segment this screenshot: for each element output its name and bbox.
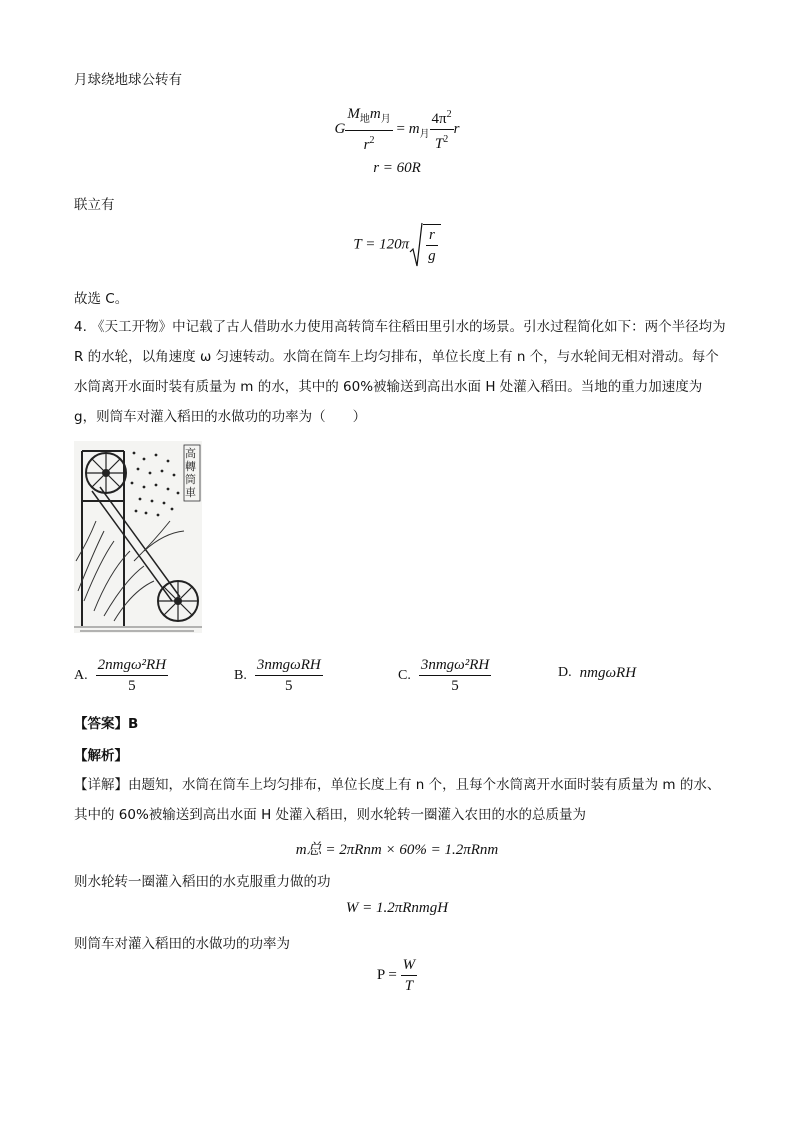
power-equation: P = $\frac{W}{T}$ <box>376 957 416 994</box>
period-equation: T = 120π $\frac{r}{g}$ <box>0 222 794 268</box>
waterwheel-drawing <box>74 441 202 633</box>
gravitation-equation: G $\frac{M_地m_月}{r^2}$ = $m_月$ $\frac{4\pi^2}{T^2}$ r <box>334 106 460 153</box>
analysis-heading: 【解析】 <box>74 748 128 764</box>
power-line: 则筒车对灌入稻田的水做功的功率为 <box>74 936 290 952</box>
radius-equation: r = 60R <box>373 160 421 176</box>
option-d: D. nmgωRH <box>558 665 637 681</box>
choose-c-line: 故选 C。 <box>74 291 129 307</box>
combine-line: 联立有 <box>74 197 115 213</box>
waterwheel-illustration <box>74 441 202 633</box>
option-a: A. $\frac{\text{2nmgω²RH}}{5}$ <box>74 657 167 694</box>
detail-text: 【详解】由题知，水筒在筒车上均匀排布，单位长度上有 n 个，且每个水筒离开水面时装有质量为 m 的水、其中的 60%被输送到高出水面 H 处灌入稻田，则水轮转一圈灌入农田的水的总质量为 <box>74 777 721 823</box>
option-b: B. $\frac{\text{3nmgωRH}}{5}$ <box>234 657 321 694</box>
total-mass-equation: m总 = 2πRnm × 60% = 1.2πRnm <box>295 842 499 858</box>
illustration-caption: 高轉筒車 <box>185 447 196 499</box>
answer-line: 【答案】B <box>74 716 139 732</box>
question-4-text: 4. 《天工开物》中记载了古人借助水力使用高转筒车往稻田里引水的场景。引水过程简化如下：两个半径均为 R 的水轮，以角速度 ω 匀速转动。水筒在筒车上均匀排布，单位长度上有 n 个，与水轮间无相对滑动。每个水筒离开水面时装有质量为 m 的水，其中的 60%被输送到高出水面 H 处灌入稻田。当地的重力加速度为 g，则筒车对灌入稻田的水做功的功率为（ ） <box>74 319 726 425</box>
sqrt-icon <box>409 222 423 268</box>
work-line: 则水轮转一圈灌入稻田的水克服重力做的功 <box>74 874 331 890</box>
work-equation: W = 1.2πRnmgH <box>345 900 449 916</box>
intro-line: 月球绕地球公转有 <box>74 72 182 88</box>
option-c: C. $\frac{\text{3nmgω²RH}}{5}$ <box>398 657 490 694</box>
